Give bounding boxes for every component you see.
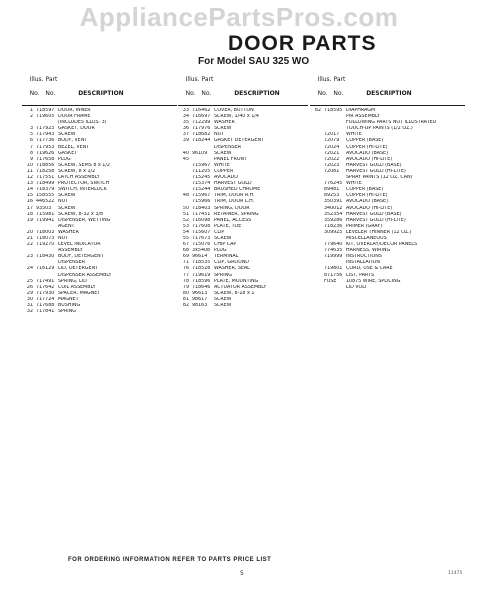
illus-number: 6 [29,138,33,144]
part-number: 350391 [324,199,343,205]
part-number: 718535 [192,260,211,266]
illus-number: 9 [29,156,33,162]
part-description: PLATE, MOUNTING [214,278,259,284]
part-description: BUSHING [58,303,81,308]
part-number: 340012 [324,205,343,211]
part-number: 774635 [324,248,343,254]
illus-number: 69 [182,254,189,260]
part-number: 716098 [192,217,211,223]
illus-number: 24 [26,266,33,272]
part-number: 718258 [36,168,55,174]
part-number: 3x5408 [192,248,211,254]
part-description: AVOCADO (BASE) [346,150,388,156]
part-number: FUSE [324,278,337,284]
part-description: NUT [58,199,69,205]
illus-number: 19 [26,217,33,223]
page-title: DOOR PARTS [228,32,377,55]
part-description: LID, DETERGENT [58,266,99,272]
part-number: 72017 [324,132,340,138]
part-number: 89253 [324,193,340,199]
part-number: 717923 [36,126,55,132]
illus-number: 12 [26,175,33,181]
part-description: COPPER (BASE) [346,187,384,193]
illus-number: 31 [26,303,33,308]
part-number: 72024 [324,144,340,150]
part-number: 715981 [36,211,55,217]
part-description: GASKET DETERGENT [214,138,264,144]
header-no: No. [29,90,40,97]
part-description: BODY, VENT [58,138,88,144]
part-description: TERMINAL [214,254,239,260]
part-number: 717943 [36,132,55,138]
illus-number: 76 [182,266,189,272]
part-description: DOOR, INNER [58,108,91,113]
part-description: DOOR FRAME [58,114,91,120]
part-description: SCREW, 8-32 x 3/8 [58,211,104,217]
part-number: 72021 [324,150,340,156]
part-number: 718403 [192,205,211,211]
header-no: No. [333,90,344,97]
part-description: TRIM, DOOR L.H. [214,199,255,205]
part-description: SCREW [214,150,232,156]
part-number: 717976 [192,126,211,132]
part-description: AVOCADO (BASE) [346,199,388,205]
illus-number: 82 [182,303,189,308]
part-number: 72079 [324,138,340,144]
part-number: 718596 [192,278,211,284]
illus-number: 18 [26,211,33,217]
part-description: SPACER, MAGNET [58,290,101,296]
part-number: 718595 [324,108,343,113]
illus-number: 11 [26,168,33,174]
illus-number: 3 [29,126,33,132]
part-number: 718003 [36,229,55,235]
part-number: 718073 [36,235,55,241]
illus-number: 20 [26,229,33,235]
page-number: 5 [240,570,244,577]
part-number: 359286 [324,217,343,223]
part-number: 715966 [192,199,211,205]
part-number: 96614 [192,254,208,260]
part-description: LATCH ASSEMBLY [58,175,100,181]
part-description: COPPER (HI-LITE) [346,193,388,199]
part-description: HARVEST GOLD (HI-LITE) [346,217,406,223]
header-description: DESCRIPTION [366,90,412,97]
part-number: 715244 [192,187,211,193]
part-description: LIST, PARTS [346,272,374,278]
part-number: 716129 [36,266,55,272]
part-description: TOUCH-UP PAINTS (1/2 OZ.) [346,126,413,132]
part-description: HARVEST GOLD (HI-LITE) [346,168,406,174]
part-description: BODY, DETERGENT [58,254,104,260]
part-description: COPPER (HI-LITE) [346,144,388,150]
part-description: BRUSHED CHROME [214,187,261,193]
part-description: WASHER [214,120,235,126]
part-number: 718244 [192,138,211,144]
illus-number: 71 [182,260,189,266]
part-number: 352354 [324,211,343,217]
illus-number: 15 [26,193,33,199]
part-number: 718236 [324,223,343,229]
part-number: 717673 [192,235,211,241]
part-number: 717451 [192,211,211,217]
part-number: 716462 [192,108,211,113]
illus-number: 26 [26,284,33,290]
part-description: KIT, OVERLAY/DECOR PANELS [346,242,418,248]
illus-number: 35 [182,120,189,126]
part-description: SCREW [58,193,76,199]
part-description: MAGNET [58,296,79,302]
parts-column-2 [178,69,308,309]
illus-number: 1 [29,108,33,113]
part-number: 718646 [192,284,211,290]
part-description: SCREW [214,296,232,302]
part-description: SCREW [214,126,232,132]
part-description: SCREW, SEMS 8 x 1/2 [58,162,110,168]
illus-number: 14 [26,187,33,193]
part-number: 719605 [36,114,55,120]
page-code: 11475 [448,571,463,576]
header-rule [178,105,308,106]
illus-number: 7 [29,144,33,150]
part-description: HARVEST GOLD (BASE) [346,211,402,217]
part-description: DISPENSER [214,144,242,150]
part-number: 309925 [324,229,343,235]
illus-number: 82 [314,108,321,113]
part-number: 717724 [36,296,55,302]
part-description: NUT [58,235,69,241]
part-description: ACTUATOR ASSEMBLY [214,284,267,290]
part-number: 718379 [36,187,55,193]
part-number: 716697 [192,114,211,120]
part-number: 96109 [192,150,208,156]
part-number: 715076 [192,242,211,248]
illus-number: 45 [182,156,189,162]
part-number: 715967 [192,193,211,199]
part-number: 446522 [36,199,55,205]
column-header [178,69,308,104]
illus-number: 50 [182,205,189,211]
illus-number: 52 [182,217,189,223]
part-description: COPPER [214,168,234,174]
header-description: DESCRIPTION [78,90,124,97]
illus-number: 8 [29,150,33,156]
part-number: 776245 [324,181,343,187]
part-number: 718499 [36,181,55,187]
part-description: PROTECTOR, SWITCH [58,181,110,187]
parts-column-3 [310,69,465,291]
header-rule [22,105,177,106]
part-number: 96613 [192,290,208,296]
part-number: 871756 [324,272,343,278]
illus-number: 29 [26,290,33,296]
part-description: CLIP [214,229,225,235]
illus-number: 67 [182,242,189,248]
part-description: LEVELER THINNER (12 OZ.) [346,229,412,235]
part-number: 717953 [36,144,55,150]
part-description: HARVEST GOLD [214,181,252,187]
part-description: CHIP CAP [214,242,237,248]
part-number: 717491 [36,278,55,284]
part-description: HARNESS, WIRING [346,248,391,254]
illus-number: 78 [182,278,189,284]
part-description: COVER, BUTTON [214,108,254,113]
part-description: TRIM, DOOR R.H. [214,193,255,199]
part-description: GASKET [58,150,78,156]
part-number: 717930 [36,290,55,296]
illus-number: 5 [29,132,33,138]
part-description: DISPENSER ASSEMBLY [58,272,112,278]
parts-row [310,285,465,291]
part-description: SPRING, LID [58,278,87,284]
part-description: SPRAY PAINTS (12 OZ. CAN) [346,175,413,181]
illus-number: 10 [26,162,33,168]
part-description: GASKET, DOOR [58,126,95,132]
part-description: SCREW [214,303,232,308]
illus-number: 30 [26,296,33,302]
part-description: INSTRUCTIONS [346,254,382,260]
part-description: ASSEMBLY [58,248,83,254]
part-description: COPPER (BASE) [346,138,384,144]
part-number: 779640 [324,242,343,248]
part-description: PANEL FRONT [214,156,248,162]
part-description: SCREW [58,205,76,211]
part-description: AVOCADO (HI-LITE) [346,205,393,211]
part-number: 715374 [192,181,211,187]
part-number [324,285,346,291]
part-description: LEVEL INDICATOR [58,242,101,248]
part-number: 717608 [192,223,211,229]
illus-number: 34 [182,114,189,120]
column-header [310,69,465,104]
part-number: 89481 [324,187,340,193]
part-description: PANEL, ACCESS [214,217,252,223]
part-description: SCREW, 1/40 x 1/4 [214,114,259,120]
part-description: RETAINER, SPRING [214,211,259,217]
illus-number: 2 [29,114,33,120]
part-description: DISPENSER, WETTING [58,217,111,223]
illus-number: 21 [26,235,33,241]
illus-number: 81 [182,296,189,302]
illus-number: 13 [26,181,33,187]
illus-number: 54 [182,229,189,235]
part-description: PLATE, TOE [214,223,242,229]
illus-number: 80 [182,290,189,296]
part-description: NUT [214,132,225,138]
part-description: SCREW, 8 x 1/2 [58,168,96,174]
part-number: 719626 [36,150,55,156]
part-description: INSTALLATION [346,260,380,266]
illus-number: 48 [182,193,189,199]
illus-number: 36 [182,126,189,132]
part-description: SPRING [214,272,232,278]
part-number: 98617 [192,296,208,302]
illus-number: 51 [182,211,189,217]
part-description: WASHER, SEAL [214,266,250,272]
part-number: 98163 [192,303,208,308]
part-description: MISCELLANEOUS [346,235,387,241]
header-no: No. [317,90,328,97]
part-number: 717642 [36,284,55,290]
part-number: 93503 [36,205,52,211]
parts-row [178,303,308,309]
part-description: CLIP, GROUND [214,260,249,266]
illus-number: 68 [182,248,189,254]
part-number: 72022 [324,156,340,162]
part-number: 719619 [192,272,211,278]
part-description: WASHER [58,229,79,235]
part-description: PLUG [214,248,227,254]
part-description: SCREW, 8-18 x 1 [214,290,255,296]
header-illus: Illus. Part [185,76,214,83]
illus-number: 55 [182,235,189,241]
part-number: 715245 [192,175,211,181]
part-number: 718430 [36,254,55,260]
header-illus: Illus. Part [29,76,58,83]
illus-number: 33 [182,108,189,113]
part-description: FOLLOWING PARTS NOT ILLUSTRATED [346,120,437,126]
header-description: DESCRIPTION [234,90,280,97]
part-number: 72081 [324,168,340,174]
part-number: 712299 [192,120,211,126]
header-illus: Illus. Part [317,76,346,83]
part-number: 718682 [192,132,211,138]
illus-number: 37 [182,132,189,138]
part-number: 717688 [36,303,55,308]
part-description: AGENT [58,223,75,229]
part-number: 717736 [36,138,55,144]
part-description: PIR ASSEMBLY [346,114,380,120]
part-description: SCREW [214,235,232,241]
part-description: WHITE [214,162,230,168]
part-description: SCREW [58,132,76,138]
part-number: 719999 [324,254,343,260]
illus-number: 40 [182,150,189,156]
illus-number: 53 [182,223,189,229]
illus-number: 39 [182,138,189,144]
illus-number: 25 [26,278,33,284]
part-number: 719941 [36,217,55,223]
illus-number [310,285,324,291]
part-description: SPRING [58,309,76,315]
header-no: No. [45,90,56,97]
illus-number: 77 [182,272,189,278]
part-number: 718528 [192,266,211,272]
part-description: SPRING, DOOR [214,205,250,211]
part-description: COIL ASSEMBLY [58,284,96,290]
part-description: 10875 WIRE, SPLICING [346,278,401,284]
parts-column-1 [22,69,177,315]
part-description: SWITCH, INTERLOCK [58,187,107,193]
header-no: No. [201,90,212,97]
part-description: WHITE [346,181,362,187]
part-number: 717841 [36,309,55,315]
illus-number: 16 [26,199,33,205]
illus-number: 32 [26,309,33,315]
part-number: 719801 [324,266,343,272]
column-header [22,69,177,104]
illus-number: 17 [26,205,33,211]
part-description: HARVEST GOLD (BASE) [346,162,402,168]
header-no: No. [185,90,196,97]
part-number: 72023 [324,162,340,168]
part-description: BEZEL, VENT [58,144,90,150]
ordering-footer: FOR ORDERING INFORMATION REFER TO PARTS PRICE LIST [68,557,272,563]
part-number: 711205 [192,168,211,174]
part-description: (INCLUDES ILLUS. 3) [58,120,107,126]
illus-number: 22 [26,242,33,248]
part-description: AVOCADO [214,175,239,181]
parts-row [22,309,177,315]
part-number: 719270 [36,242,55,248]
part-number: 158555 [36,193,55,199]
illus-number: 23 [26,254,33,260]
part-number: 717551 [36,175,55,181]
part-description: PLUG [58,156,71,162]
illus-number: 79 [182,284,189,290]
part-number: 715967 [192,162,211,168]
part-description: WHITE [346,132,362,138]
part-description: AVOCADO (HI-LITE) [346,156,393,162]
part-number: 715607 [192,229,211,235]
header-rule [310,105,465,106]
part-description: DISPENSER [58,260,86,266]
part-number: 718597 [36,108,55,113]
part-number: 717658 [36,156,55,162]
part-number: 718856 [36,162,55,168]
page-subtitle: For Model SAU 325 WO [198,56,310,67]
watermark: AppliancePartsPros.com [79,2,399,32]
part-description: PRIMER (GRAY) [346,223,383,229]
part-description: CORD, USE & CARE [346,266,393,272]
part-description: LID VOLT [346,284,368,290]
part-description: DIAPHRAGM [346,108,376,113]
